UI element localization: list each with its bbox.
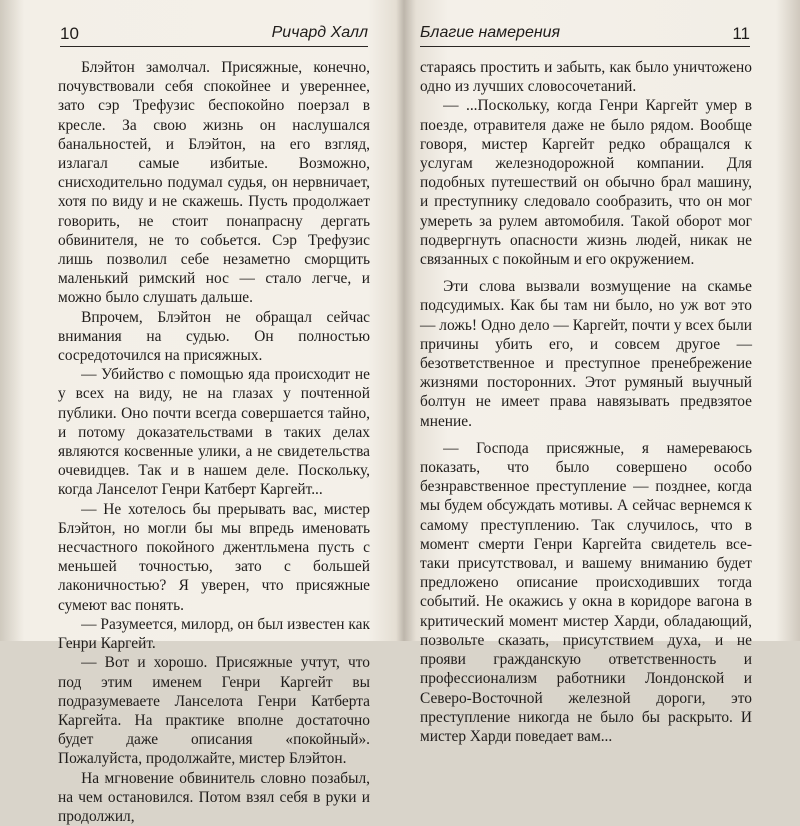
paragraph: Эти слова вызвали возмущение на скамье подсудимых. Как бы там ни было, но уж вот это — ложь! Одно дело — Каргейт, почти у всех были причины убить его, и совсем другое — безответственное и преступное пренебрежение жизнями посторонних. Этот румяный выучный болтун не имеет права навязывать предвзятое мнение. <box>420 278 752 430</box>
right-page-text <box>420 58 752 746</box>
paragraph: стараясь простить и забыть, как было уничтожено одно из лучших словосочетаний. <box>420 59 752 96</box>
left-page-text <box>58 58 370 826</box>
left-page-number: 10 <box>60 24 79 43</box>
paragraph: — Убийство с помощью яда происходит не у всех на виду, не на глазах у почтенной публики. Оно почти всегда совершается тайно, и потому доказательствами в таких делах являются косвенные улики, а не свидетельства очевидцев. Так и в нашем деле. Поскольку, когда Ланселот Генри Катберт Каргейт... <box>58 366 370 499</box>
right-running-head: Благие намерения <box>420 24 561 41</box>
paragraph: На мгновение обвинитель словно позабыл, на чем остановился. Потом взял себя в руки и продолжил, <box>58 769 370 825</box>
right-page-header <box>420 22 750 47</box>
right-page-number: 11 <box>732 24 750 43</box>
paragraph: Впрочем, Блэйтон не обращал сейчас внимания на судью. Он полностью сосредоточился на присяжных. <box>58 308 370 365</box>
paragraph: — Господа присяжные, я намереваюсь показать, что было совершено особо безнравственное преступление — позднее, когда мы будем обсуждать мотивы. А сейчас вернемся к самому преступлению. Так случилось, что в момент смерти Генри Каргейта свидетель все-таки присутствовал, и вашему вниманию будет предложено описание происходивших тогда событий. Не окажись у окна в коридоре вагона в критический момент мистер Харди, обладающий, позвольте сказать, присутствием духа, и не прояви гражданскую ответственность и профессионализм работники Лондонской и Северо-Восточной железной дороги, это преступление никогда не было бы раскрыто. И мистер Харди поведает вам... <box>420 439 752 745</box>
paragraph: — Не хотелось бы прерывать вас, мистер Блэйтон, но могли бы мы впредь именовать несчастного покойного джентльмена пусть с меньшей точностью, зато с большей лаконичностью? Я уверен, что присяжные сумеют вас понять. <box>58 500 370 614</box>
left-page-header <box>60 22 368 47</box>
paragraph: Блэйтон замолчал. Присяжные, конечно, почувствовали себя спокойнее и увереннее, зато сэр Трефузис беспокойно поерзал в кресле. За свою жизнь он наслушался банальностей, и Блэйтон, на его взгляд, излагал самые избитые. Возможно, снисходительно подумал судья, он нервничает, хотя по виду и не скажешь. Пусть продолжает говорить, не стоит понапрасну дергать обвинителя, не то собьется. Сэр Трефузис лишь позволил себе незаметно сморщить маленький римский нос — стало легче, и можно было слушать дальше. <box>58 59 370 307</box>
paragraph: — ...Поскольку, когда Генри Каргейт умер в поезде, отравителя даже не было рядом. Вообще говоря, мистер Каргейт редко обращался к услугам железнодорожной компании. Для подобных путешествий он обычно брал машину, и преступнику следовало сообразить, что он мог умереть за рулем автомобиля. Такой оборот мог подвергнуть опасности жизнь людей, никак не связанных с покойным и его окружением. <box>420 97 752 269</box>
left-running-head: Ричард Халл <box>271 24 368 41</box>
paragraph: — Разумеется, милорд, он был известен как Генри Каргейт. <box>58 615 370 653</box>
paragraph: — Вот и хорошо. Присяжные учтут, что под этим именем Генри Каргейт вы подразумеваете Ланселота Генри Катберта Каргейта. На практике вполне достаточно будет даже описания «покойный». Пожалуйста, продолжайте, мистер Блэйтон. <box>58 654 370 768</box>
right-page <box>402 0 800 745</box>
left-page <box>0 0 400 825</box>
